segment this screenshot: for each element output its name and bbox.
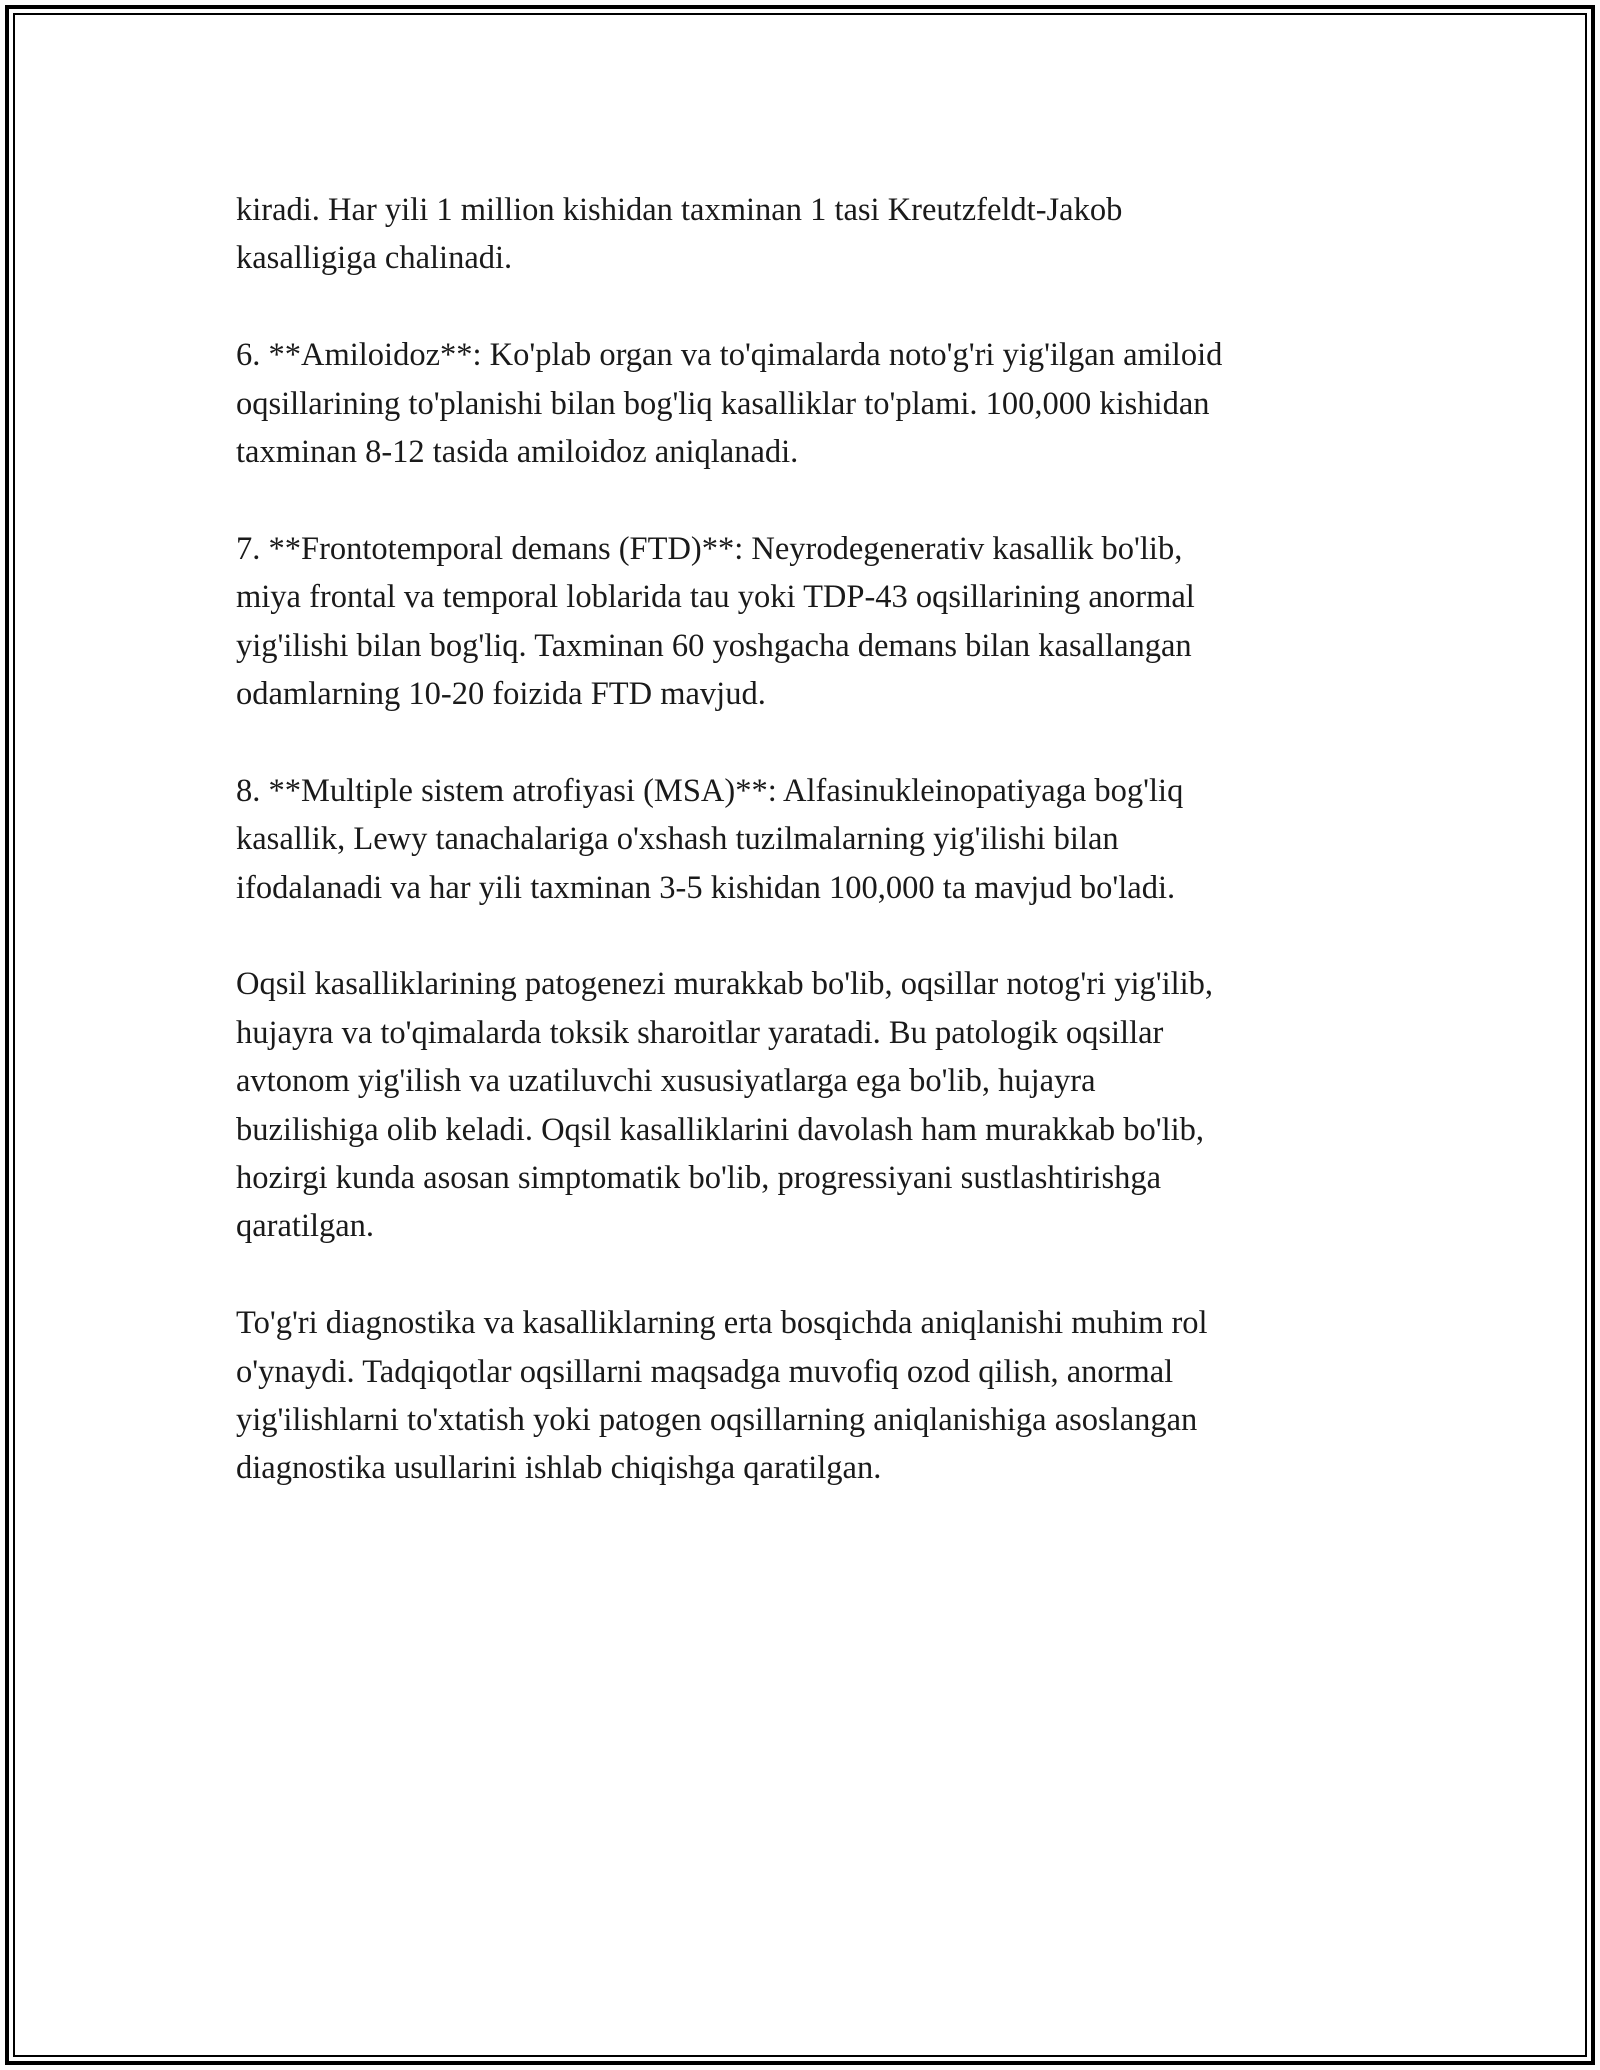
paragraph-continuation: kiradi. Har yili 1 million kishidan taxminan 1 tasi Kreutzfeldt-Jakob kasalligiga chalinadi. (236, 192, 1123, 277)
paragraph-item-7: 7. **Frontotemporal demans (FTD)**: Neyrodegenerativ kasallik bo'lib, miya frontal va temporal loblarida tau yoki TDP-43 oqsillarining anormal yig'ilishi bilan bog'liq. Taxminan 60 yoshgacha demans bilan kasallangan odamlarning 10-20 foizida FTD mavjud. (236, 530, 1195, 713)
paragraph-diagnostics: To'g'ri diagnostika va kasalliklarning erta bosqichda aniqlanishi muhim rol o'ynaydi. Tadqiqotlar oqsillarni maqsadga muvofiq ozod qilish, anormal yig'ilishlarni to'xtatish yoki patogen oqsillarning aniqlanishiga asoslangan diagnostika usullarini ishlab chiqishga qaratilgan. (236, 1305, 1208, 1487)
paragraph-item-8: 8. **Multiple sistem atrofiyasi (MSA)**: Alfasinukleinopatiyaga bog'liq kasallik, Lewy tanachalariga o'xshash tuzilmalarning yig'ilishi bilan ifodalanadi va har yili taxminan 3-5 kishidan 100,000 ta mavjud bo'ladi. (236, 772, 1184, 906)
paragraph-item-6: 6. **Amiloidoz**: Ko'plab organ va to'qimalarda noto'g'ri yig'ilgan amiloid oqsillarining to'planishi bilan bog'liq kasalliklar to'plami. 100,000 kishidan taxminan 8-12 tasida amiloidoz aniqlanadi. (236, 337, 1223, 471)
paragraph-pathogenesis: Oqsil kasalliklarining patogenezi murakkab bo'lib, oqsillar notog'ri yig'ilib, hujayra va to'qimalarda toksik sharoitlar yaratadi. Bu patologik oqsillar avtonom yig'ilish va uzatiluvchi xususiyatlarga ega bo'lib, hujayra buzilishiga olib keladi. Oqsil kasalliklarini davolash ham murakkab bo'lib, hozirgi kunda asosan simptomatik bo'lib, progressiyani sustlashtirishga qaratilgan. (236, 966, 1214, 1245)
document-body (236, 186, 1396, 1541)
